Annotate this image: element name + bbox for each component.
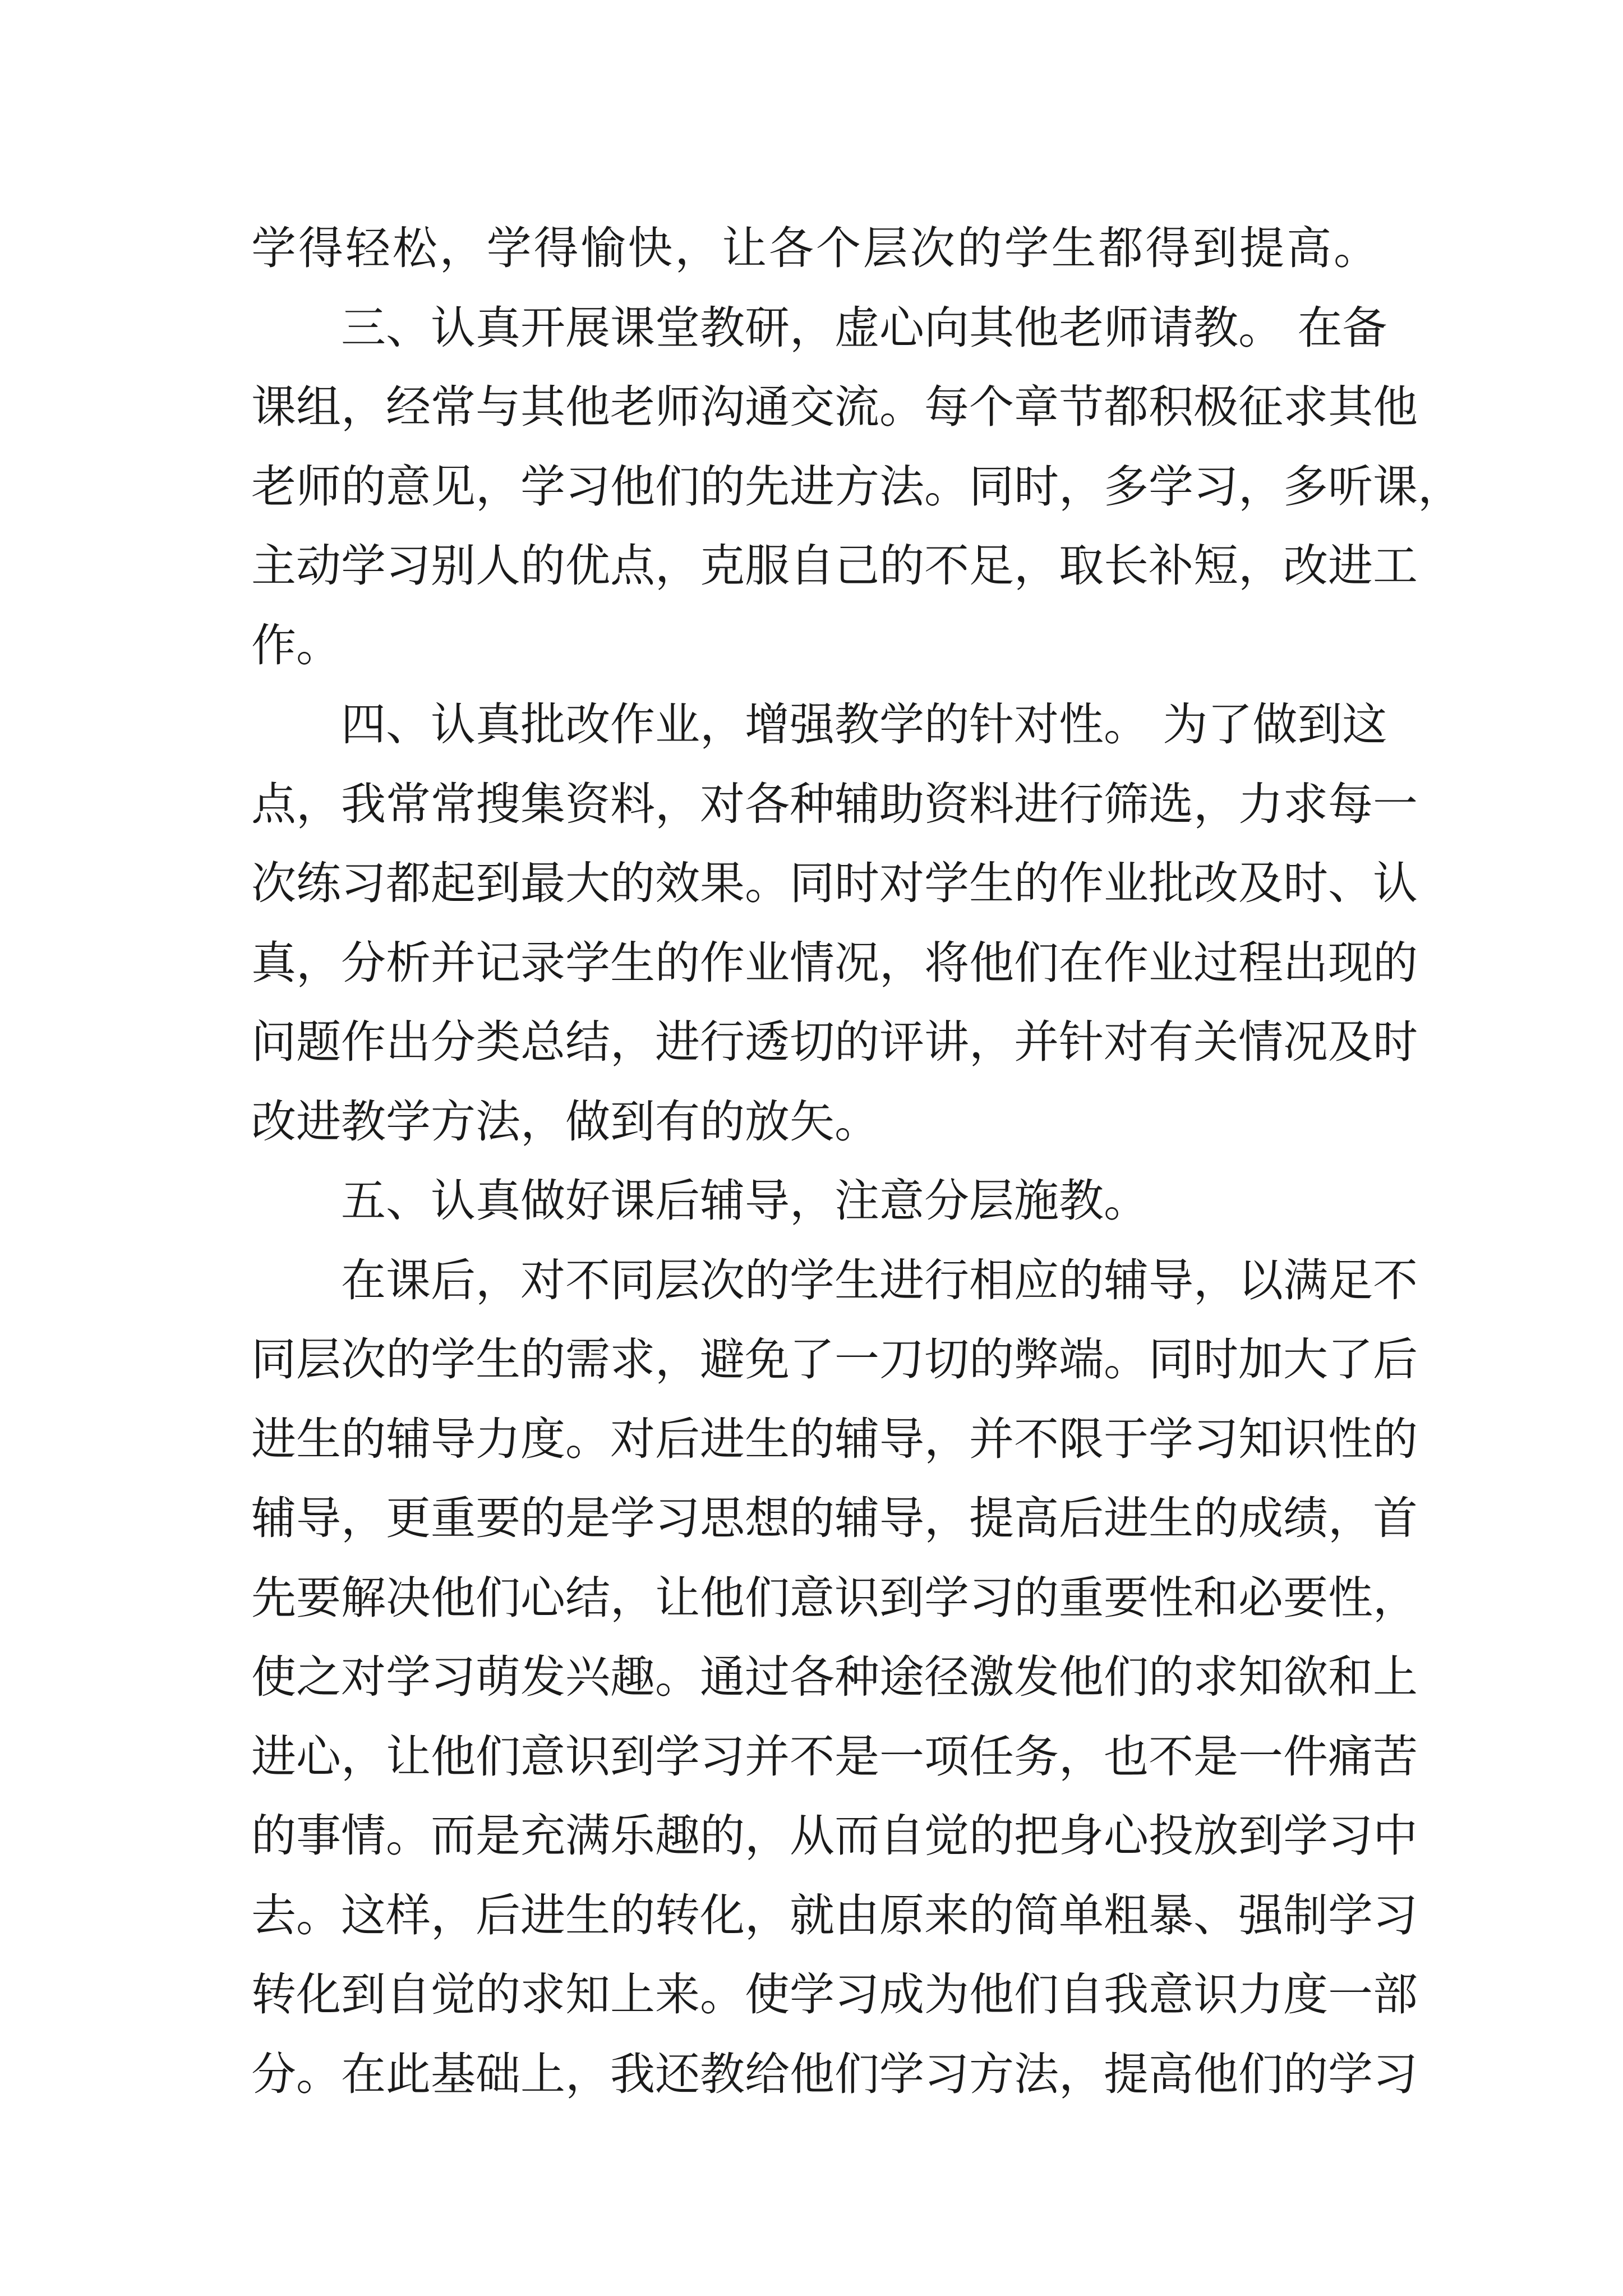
text-line: 同层次的学生的需求，避免了一刀切的弊端。同时加大了后	[251, 1333, 1418, 1386]
document-body	[251, 209, 1463, 2114]
text-line: 先要解决他们心结，让他们意识到学习的重要性和必要性，	[251, 1571, 1418, 1624]
text-line: 作。	[251, 619, 341, 671]
text-line: 五、认真做好课后辅导，注意分层施教。	[341, 1175, 1149, 1227]
text-line: 转化到自觉的求知上来。使学习成为他们自我意识力度一部	[251, 1968, 1418, 2021]
text-line: 次练习都起到最大的效果。同时对学生的作业批改及时、认	[251, 857, 1418, 909]
text-line: 课组，经常与其他老师沟通交流。每个章节都积极征求其他	[251, 381, 1418, 433]
text-line: 真，分析并记录学生的作业情况，将他们在作业过程出现的	[251, 936, 1418, 989]
text-line: 问题作出分类总结，进行透切的评讲，并针对有关情况及时	[251, 1016, 1418, 1068]
text-line: 老师的意见，学习他们的先进方法。同时，多学习，多听课，	[251, 460, 1463, 513]
text-line: 分。在此基础上，我还教给他们学习方法，提高他们的学习	[251, 2047, 1418, 2100]
text-line: 使之对学习萌发兴趣。通过各种途径激发他们的求知欲和上	[251, 1651, 1418, 1703]
text-line: 主动学习别人的优点，克服自己的不足，取长补短，改进工	[251, 540, 1418, 592]
text-line: 的事情。而是充满乐趣的，从而自觉的把身心投放到学习中	[251, 1810, 1418, 1862]
text-line: 辅导，更重要的是学习思想的辅导，提高后进生的成绩，首	[251, 1492, 1418, 1544]
text-line: 进心，让他们意识到学习并不是一项任务，也不是一件痛苦	[251, 1730, 1418, 1783]
text-line: 学得轻松，学得愉快，让各个层次的学生都得到提高。	[251, 222, 1378, 274]
text-line: 三、认真开展课堂教研，虚心向其他老师请教。 在备	[341, 301, 1387, 354]
text-line: 点，我常常搜集资料，对各种辅助资料进行筛选，力求每一	[251, 777, 1418, 830]
text-line: 四、认真批改作业，增强教学的针对性。 为了做到这	[341, 698, 1387, 751]
text-line: 改进教学方法，做到有的放矢。	[251, 1095, 879, 1148]
text-line: 在课后，对不同层次的学生进行相应的辅导，以满足不	[341, 1254, 1418, 1306]
text-line: 进生的辅导力度。对后进生的辅导，并不限于学习知识性的	[251, 1412, 1418, 1465]
text-line: 去。这样，后进生的转化，就由原来的简单粗暴、强制学习	[251, 1889, 1418, 1941]
